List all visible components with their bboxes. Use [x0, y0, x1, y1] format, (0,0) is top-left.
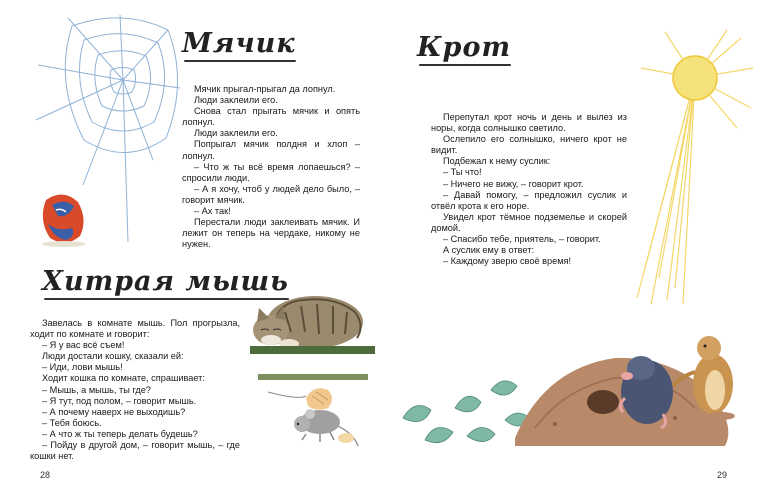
story-line: – Ах так!	[194, 206, 231, 217]
cat-illustration	[245, 282, 375, 362]
page-number: 28	[40, 470, 51, 480]
story-line: Люди заклеили его.	[194, 128, 278, 139]
story-line: Завелась в комнате мышь. Пол прогрызла, ходит по комнате и говорит:	[30, 318, 240, 340]
story-line: Попрыгал мячик полдня и хлоп – лопнул.	[182, 139, 360, 161]
story-line: Увидел крот тёмное подземелье и скорей домой.	[431, 211, 627, 233]
mole-gopher-illustration	[395, 328, 765, 458]
story-line: – Мышь, а мышь, ты где?	[42, 384, 151, 395]
story-line: – Ничего не вижу, – говорит крот.	[443, 178, 584, 189]
right-page	[385, 0, 770, 501]
sun-illustration	[637, 28, 757, 308]
ball-icon	[42, 194, 86, 247]
ball-story-text	[182, 84, 360, 250]
mouse-story-title: Хитрая мышь	[42, 266, 289, 297]
story-line: Перепутал крот ночь и день и вылез из норы, когда солнышко светило.	[431, 112, 627, 134]
page-number: 29	[717, 470, 728, 480]
story-line: – Я у вас всё съем!	[42, 340, 125, 351]
mouse-story-text	[30, 318, 240, 462]
story-line: – Иди, лови мышь!	[42, 362, 123, 373]
spiderweb-ball-illustration	[28, 10, 188, 250]
story-line: – Пойду в другой дом, – говорит мышь, – где кошки нет.	[30, 440, 240, 462]
story-line: А суслик ему в ответ:	[443, 245, 534, 256]
story-line: Люди заклеили его.	[194, 95, 278, 106]
story-line: – Каждому зверю своё время!	[443, 256, 572, 267]
mouse-illustration	[258, 374, 368, 454]
story-line: Снова стал прыгать мячик и опять лопнул.	[182, 106, 360, 128]
story-line: Мячик прыгал-прыгал да лопнул.	[194, 84, 336, 94]
story-line: Ослепило его солнышко, ничего крот не видит.	[431, 134, 627, 156]
story-line: Перестали люди заклеивать мячик. И лежит он теперь на чердаке, никому не нужен.	[182, 217, 360, 250]
mole-story-text	[431, 112, 627, 267]
story-line: Ходит кошка по комнате, спрашивает:	[42, 373, 205, 384]
cat-icon	[253, 296, 363, 349]
story-line: – Тебя боюсь.	[42, 417, 102, 428]
story-line: – Я тут, под полом, – говорит мышь.	[42, 395, 197, 406]
story-line: – Что ж ты всё время лопаешься? – спросили люди.	[182, 161, 360, 183]
sun-icon	[637, 30, 753, 304]
story-line: – Давай помогу, – предложил суслик и отвёл крота к его норе.	[431, 189, 627, 211]
story-line: – А я хочу, чтоб у людей дело было, – говорит мячик.	[182, 183, 360, 205]
bread-icon	[306, 388, 332, 409]
story-line: – Спасибо тебе, приятель, – говорит.	[443, 234, 601, 245]
story-line: Люди достали кошку, сказали ей:	[42, 351, 184, 362]
ball-story-title: Мячик	[182, 28, 296, 59]
story-line: – А почему наверх не выходишь?	[42, 406, 186, 417]
story-line: Подбежал к нему суслик:	[443, 156, 551, 167]
mole-story-title: Крот	[417, 32, 512, 63]
story-line: – А что ж ты теперь делать будешь?	[42, 428, 198, 439]
story-line: – Ты что!	[443, 167, 482, 178]
